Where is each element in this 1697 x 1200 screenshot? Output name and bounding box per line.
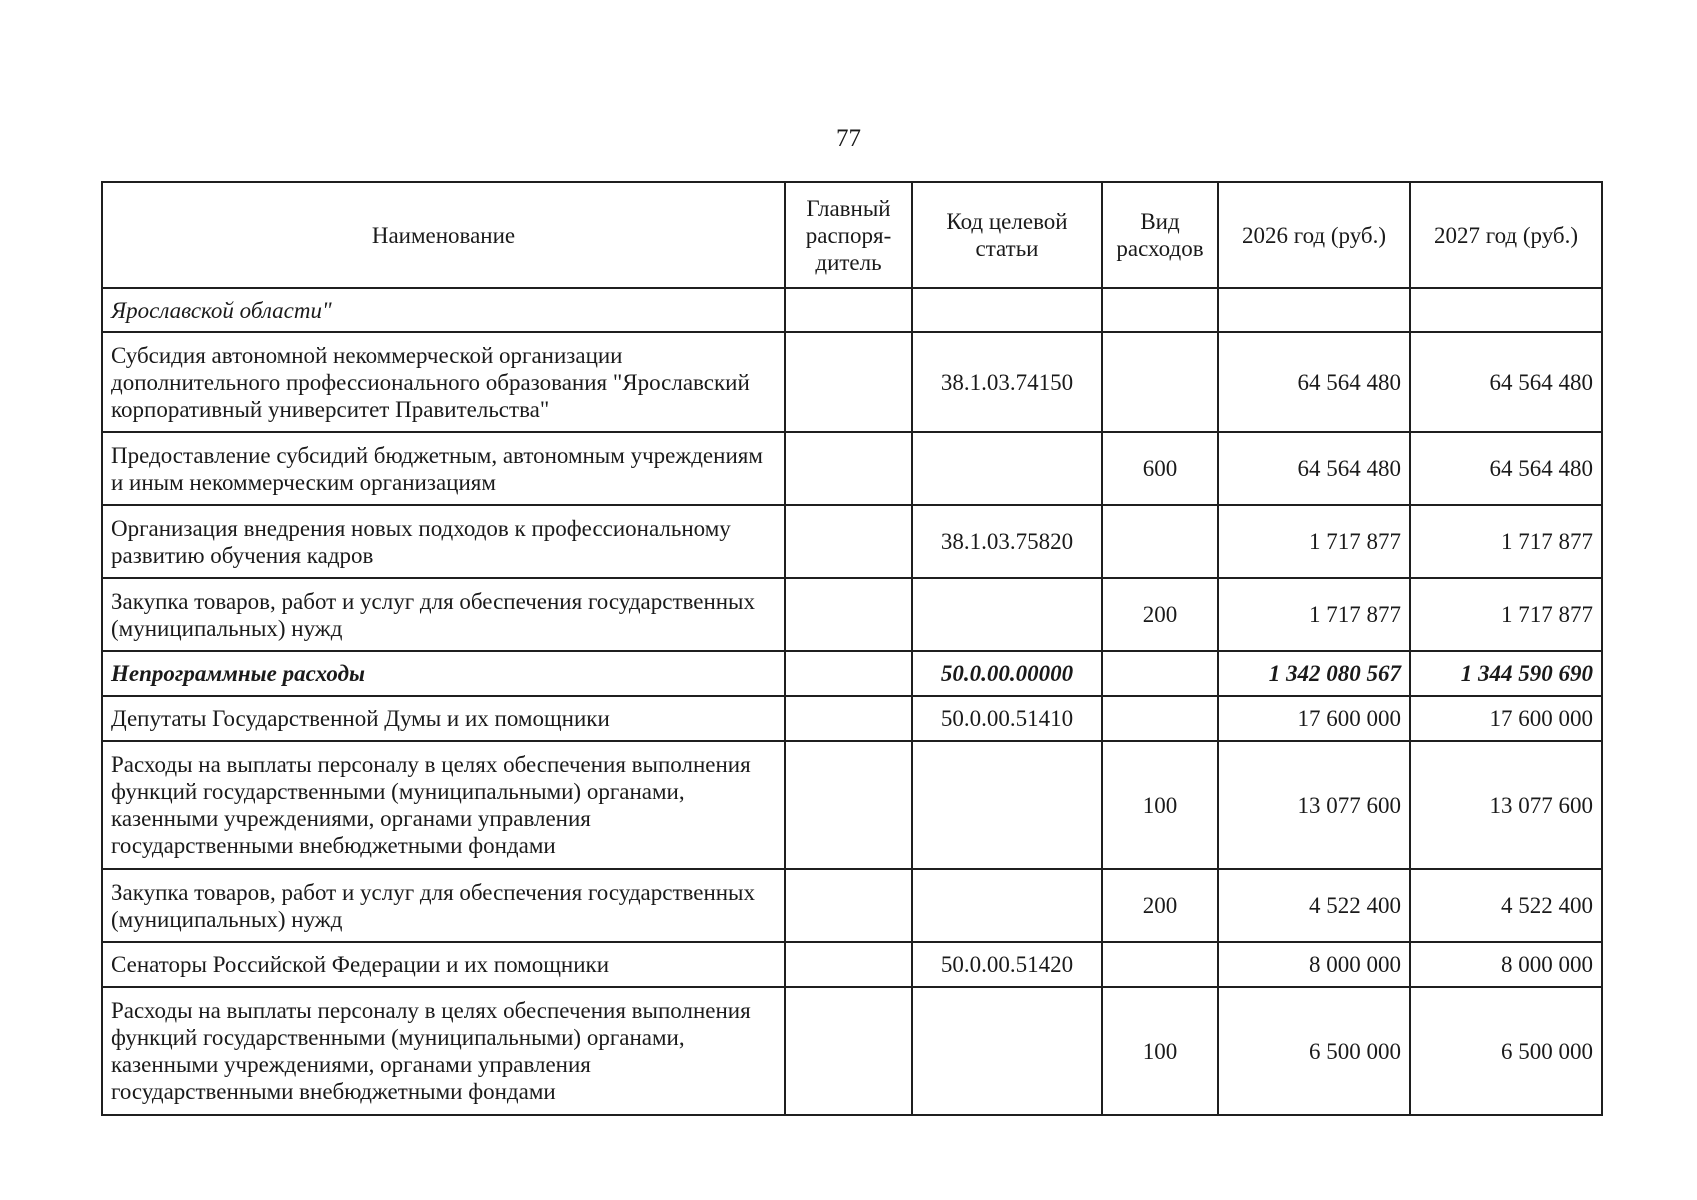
cell-name: Непрограммные расходы <box>102 651 785 696</box>
table-row <box>102 869 1602 942</box>
cell-admin <box>785 505 912 578</box>
cell-type <box>1102 696 1218 741</box>
cell-2026: 13 077 600 <box>1218 741 1410 869</box>
cell-code: 50.0.00.51410 <box>912 696 1102 741</box>
cell-type: 200 <box>1102 578 1218 651</box>
cell-name: Организация внедрения новых подходов к профессиональному развитию обучения кадров <box>102 505 785 578</box>
cell-2027: 1 344 590 690 <box>1410 651 1602 696</box>
table-row <box>102 942 1602 987</box>
table-header-row <box>102 182 1602 288</box>
table-row <box>102 696 1602 741</box>
table-row <box>102 741 1602 869</box>
cell-2026: 1 342 080 567 <box>1218 651 1410 696</box>
cell-name: Депутаты Государственной Думы и их помощники <box>102 696 785 741</box>
cell-2027: 64 564 480 <box>1410 432 1602 505</box>
cell-type <box>1102 505 1218 578</box>
cell-2026: 17 600 000 <box>1218 696 1410 741</box>
cell-name: Расходы на выплаты персоналу в целях обеспечения выполнения функций государственными (муниципальными) органами, казенными учреждениями, органами управления государственными внебюджетными фондами <box>102 741 785 869</box>
budget-table <box>101 181 1603 1116</box>
table-row <box>102 987 1602 1115</box>
cell-2026: 64 564 480 <box>1218 332 1410 432</box>
cell-2027 <box>1410 288 1602 332</box>
cell-2027: 4 522 400 <box>1410 869 1602 942</box>
table-row <box>102 332 1602 432</box>
cell-code: 50.0.00.00000 <box>912 651 1102 696</box>
cell-2026: 4 522 400 <box>1218 869 1410 942</box>
cell-2026 <box>1218 288 1410 332</box>
page-number: 77 <box>836 125 861 152</box>
table-row <box>102 432 1602 505</box>
cell-type <box>1102 288 1218 332</box>
cell-type <box>1102 332 1218 432</box>
cell-2026: 1 717 877 <box>1218 505 1410 578</box>
header-2027: 2027 год (руб.) <box>1410 182 1602 288</box>
table-row <box>102 578 1602 651</box>
cell-type: 100 <box>1102 987 1218 1115</box>
cell-code <box>912 578 1102 651</box>
cell-admin <box>785 332 912 432</box>
cell-2027: 13 077 600 <box>1410 741 1602 869</box>
cell-2027: 6 500 000 <box>1410 987 1602 1115</box>
cell-admin <box>785 869 912 942</box>
cell-admin <box>785 432 912 505</box>
cell-2027: 1 717 877 <box>1410 505 1602 578</box>
cell-code: 38.1.03.75820 <box>912 505 1102 578</box>
cell-name: Субсидия автономной некоммерческой организации дополнительного профессионального образования "Ярославский корпоративный университет Правительства" <box>102 332 785 432</box>
cell-name: Ярославской области" <box>102 288 785 332</box>
cell-admin <box>785 987 912 1115</box>
cell-name: Закупка товаров, работ и услуг для обеспечения государственных (муниципальных) нужд <box>102 578 785 651</box>
cell-2026: 8 000 000 <box>1218 942 1410 987</box>
cell-name: Сенаторы Российской Федерации и их помощники <box>102 942 785 987</box>
header-admin: Главный распоря-дитель <box>785 182 912 288</box>
cell-admin <box>785 942 912 987</box>
cell-2026: 64 564 480 <box>1218 432 1410 505</box>
cell-admin <box>785 651 912 696</box>
cell-type: 600 <box>1102 432 1218 505</box>
header-name: Наименование <box>102 182 785 288</box>
cell-code <box>912 288 1102 332</box>
cell-2026: 1 717 877 <box>1218 578 1410 651</box>
header-code: Код целевой статьи <box>912 182 1102 288</box>
cell-admin <box>785 578 912 651</box>
cell-code <box>912 987 1102 1115</box>
cell-code: 50.0.00.51420 <box>912 942 1102 987</box>
cell-admin <box>785 288 912 332</box>
table-row <box>102 505 1602 578</box>
cell-admin <box>785 741 912 869</box>
cell-type: 100 <box>1102 741 1218 869</box>
header-2026: 2026 год (руб.) <box>1218 182 1410 288</box>
cell-type <box>1102 942 1218 987</box>
cell-code <box>912 741 1102 869</box>
cell-admin <box>785 696 912 741</box>
cell-2026: 6 500 000 <box>1218 987 1410 1115</box>
cell-2027: 8 000 000 <box>1410 942 1602 987</box>
cell-type <box>1102 651 1218 696</box>
cell-2027: 17 600 000 <box>1410 696 1602 741</box>
cell-code: 38.1.03.74150 <box>912 332 1102 432</box>
cell-type: 200 <box>1102 869 1218 942</box>
table-row <box>102 651 1602 696</box>
cell-code <box>912 432 1102 505</box>
cell-2027: 1 717 877 <box>1410 578 1602 651</box>
table-row <box>102 288 1602 332</box>
header-type: Вид расходов <box>1102 182 1218 288</box>
cell-name: Предоставление субсидий бюджетным, автономным учреждениям и иным некоммерческим организациям <box>102 432 785 505</box>
cell-code <box>912 869 1102 942</box>
cell-name: Расходы на выплаты персоналу в целях обеспечения выполнения функций государственными (муниципальными) органами, казенными учреждениями, органами управления государственными внебюджетными фондами <box>102 987 785 1115</box>
cell-name: Закупка товаров, работ и услуг для обеспечения государственных (муниципальных) нужд <box>102 869 785 942</box>
cell-2027: 64 564 480 <box>1410 332 1602 432</box>
